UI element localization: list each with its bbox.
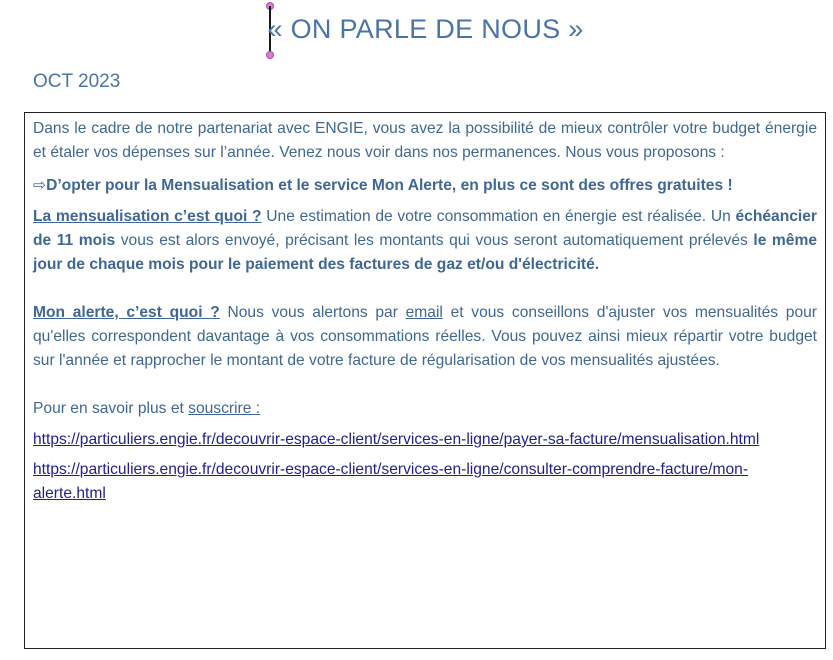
more-info-paragraph — [33, 397, 817, 421]
mensualisation-bold-2: le même jour de chaque mois pour le paiement des factures de gaz et/ou d'électricité. — [33, 232, 817, 273]
mensualisation-text-1: Une estimation de votre consommation en énergie est réalisée. Un — [261, 208, 736, 225]
offer-paragraph — [33, 174, 817, 198]
link-paragraph-mon-alerte — [33, 458, 817, 506]
link-mensualisation[interactable]: https://particuliers.engie.fr/decouvrir-espace-client/services-en-ligne/payer-sa-facture/mensualisation.html — [33, 431, 760, 448]
alerte-text-1: Nous vous alertons par — [219, 304, 406, 321]
article-box — [24, 112, 826, 649]
more-info-text: Pour en savoir plus et — [33, 400, 189, 417]
intro-paragraph: Dans le cadre de notre partenariat avec ENGIE, vous avez la possibilité de mieux contrôler votre budget énergie et étaler vos dépenses sur l’année. Venez nous voir dans nos permanences. Nous vous proposons : — [33, 120, 817, 161]
mensualisation-paragraph — [33, 205, 817, 277]
offer-text: D’opter pour la Mensualisation et le service Mon Alerte, en plus ce sont des offres gratuites ! — [46, 177, 733, 194]
mensualisation-question: La mensualisation c’est quoi ? — [33, 208, 262, 225]
link-paragraph-mensualisation — [33, 428, 817, 452]
mensualisation-text-2: vous est alors envoyé, précisant les montants qui vous seront automatiquement prélevés — [115, 232, 754, 249]
email-word: email — [405, 304, 443, 321]
alerte-text-2: et vous conseillons d'ajuster vos mensualités pour qu'elles correspondent davantage à vos consommations réelles. Vous pouvez ainsi mieux répartir votre budget sur l'année et rapprocher le montant de votre facture de régularisation de vos mensualités ajustées. — [33, 304, 818, 369]
alerte-question: Mon alerte, c’est quoi ? — [33, 304, 220, 321]
cursor-handle-bottom[interactable] — [266, 51, 274, 59]
date-label: OCT 2023 — [33, 71, 121, 92]
mensualisation-bold-1: échéancier de 11 mois — [33, 208, 817, 249]
alerte-paragraph — [33, 301, 817, 373]
subscribe-link[interactable]: souscrire : — [188, 400, 261, 417]
link-mon-alerte[interactable]: https://particuliers.engie.fr/decouvrir-espace-client/services-en-ligne/consulter-comprendre-facture/mon-alerte.html — [33, 461, 749, 502]
arrow-right-icon: ⇨ — [33, 177, 47, 194]
page-title: « ON PARLE DE NOUS » — [267, 14, 584, 44]
